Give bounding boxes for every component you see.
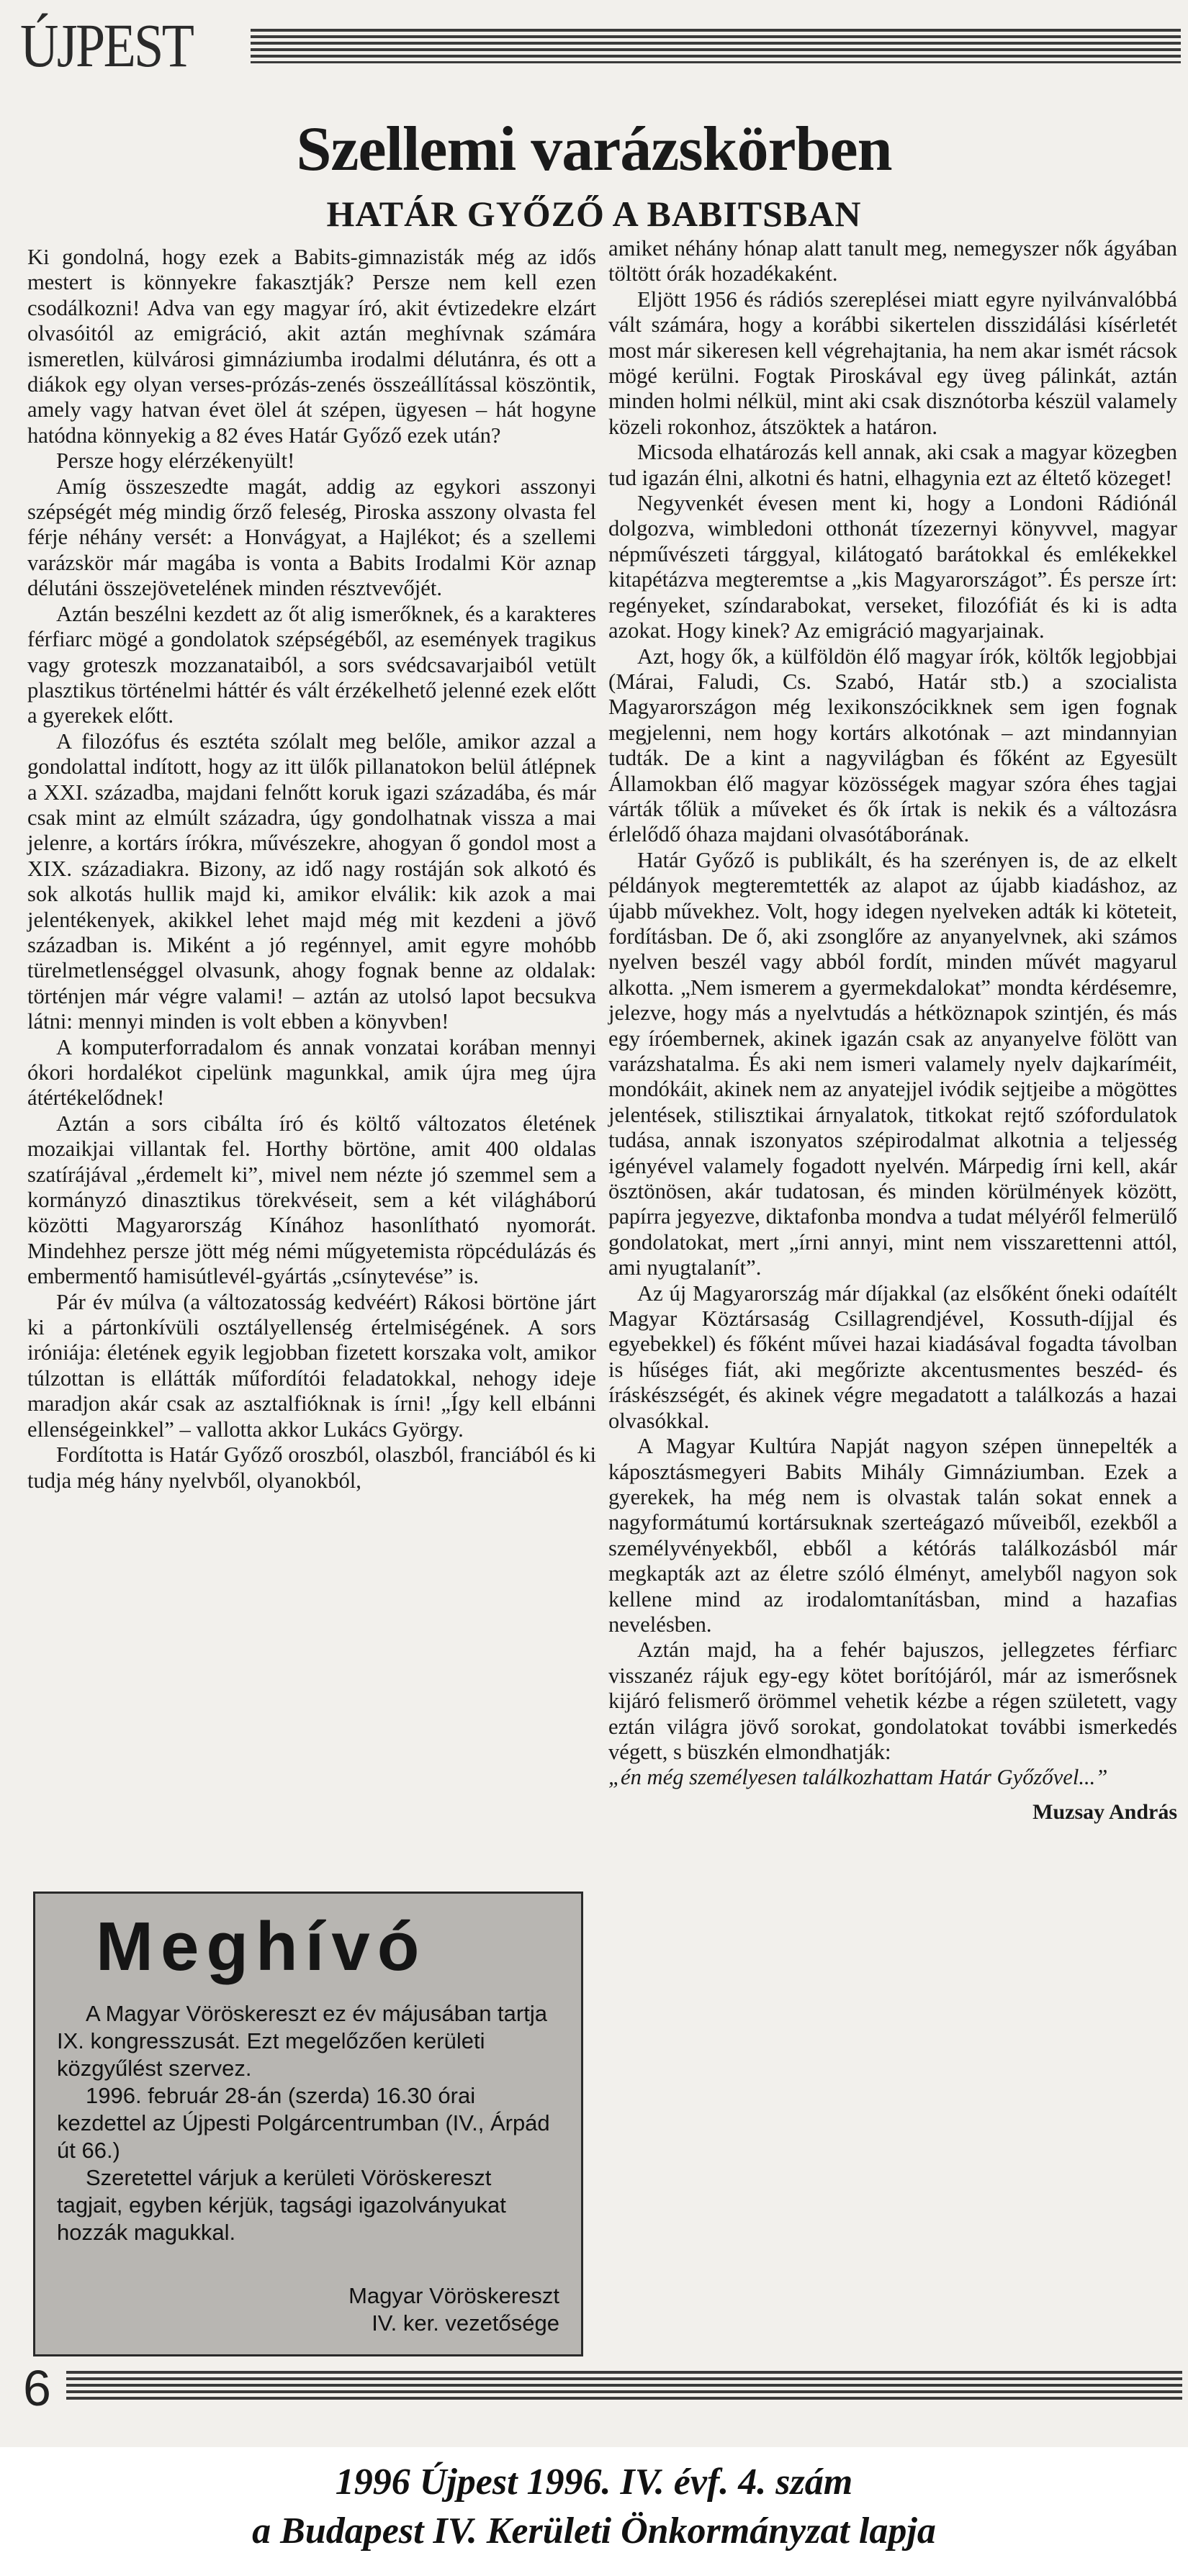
paragraph: Negyvenkét évesen ment ki, hogy a Londoni Rádiónál dolgozva, wimbledoni otthonát tízezernyi könyvvel, magyar népművészeti tárggyal, kilátogató barátokkal és emlékekkel kitapétázva megteremtse a „kis Magyarországot”. És persze írt: regényeket, színdarabokat, verseket, filozófiát és ki is adta azokat. Hogy kinek? Az emigráció magyarjainak. <box>608 491 1177 643</box>
article-subtitle: HATÁR GYŐZŐ A BABITSBAN <box>326 194 862 234</box>
paragraph: Amíg összeszedte magát, addig az egykori asszonyi szépségét még mindig őrző feleség, Piroska asszony olvasta fel férje néhány versét: a Honvágyat, a Hajlékot; és a szellemi varázskör már magába is vonta a Babits Irodalmi Kör aznap délutáni összejövetelének minden résztvevőjét. <box>27 474 596 601</box>
paragraph: Az új Magyarország már díjakkal (az elsőként őneki odaítélt Magyar Köztársaság Csillagrendjével, Kossuth-díjjal és egyebekkel) és főként művei hazai kiadásával fogadta távolban is hűséges fiát, aki megőrizte akcentusmentes beszéd- és íráskészségét, és akinek végre megadatott a találkozás a hazai olvasókkal. <box>608 1280 1177 1433</box>
invitation-signature-org: Magyar Vöröskereszt <box>348 2283 559 2308</box>
invitation-signature-unit: IV. ker. vezetősége <box>372 2310 559 2336</box>
paragraph: Eljött 1956 és rádiós szereplései miatt egyre nyilvánvalóbbá vált számára, hogy a korábbi sikertelen disszidálási kísérletét most már sikeresen kell végrehajtania, ha nem akar ismét rácsok mögé kerülni. Fogtak Piroskával egy üveg pálinkát, aztán minden holmi nélkül, mint aki csak disznótorba készül valamely közeli rokonhoz, átszöktek a határon. <box>608 286 1177 439</box>
footer-rule <box>66 2371 1182 2403</box>
invitation-box <box>33 1892 583 2356</box>
paragraph: A Magyar Kultúra Napját nagyon szépen ünnepelték a káposztásmegyeri Babits Mihály Gimnáziumban. Ezek a gyerekek, ha még nem is olvastak talán sokat ennek a nagyformátumú kortársuknak szerteágazó műveiből, ezekből a személyvényekből, ebből a kétórás találkozásból már megkapták azt az életre szóló élményt, amelyből nagyon sok kellene mind az irodalomtanításban, mind a hazafias nevelésben. <box>608 1434 1177 1637</box>
paragraph: Fordította is Határ Győző oroszból, olaszból, franciából és ki tudja még hány nyelvből, olyanokból, <box>27 1442 596 1493</box>
paragraph: Persze hogy elérzékenyült! <box>56 448 295 474</box>
masthead-rule <box>251 29 1181 63</box>
paragraph: Aztán beszélni kezdett az őt alig ismerőknek, és a karakteres férfiarc mögé a gondolatok szépségéből, az események tragikus vagy groteszk mozzanataiból, a sors svédcsavarjaiból vetült plasztikus történelmi háttér és vált érzékelhető jelenné ezek előtt a gyerekek előtt. <box>27 601 596 728</box>
paragraph: Micsoda elhatározás kell annak, aki csak a magyar közegben tud igazán élni, alkotni és hatni, elhagynia ezt az éltető közeget! <box>608 440 1177 490</box>
masthead-logo: ÚJPEST <box>20 11 193 80</box>
paragraph: amiket néhány hónap alatt tanult meg, nemegyszer nők ágyában töltött órák hozadékaként. <box>608 236 1177 286</box>
article-column-left <box>27 245 596 1493</box>
caption-line-2: a Budapest IV. Kerületi Önkormányzat lapja <box>252 2511 936 2552</box>
paragraph: A filozófus és esztéta szólalt meg belőle, amikor azzal a gondolattal indított, hogy az itt ülők pillanatokon belül átlépnek a XXI. századba, majdani felnőtt koruk igazi századába, és már csak mint az elmúlt századra, úgy gondolhatnak vissza a mai jelenre, a kortárs írókra, művészekre, ahogyan ő gondol most a XIX. századiakra. Bizony, az idő nagy rostáján sok alkotó és sok alkotás hullik majd ki, amikor elválik: kik azok a mai jelentékenyek, akikkel lehet majd még mit kezdeni a jövő században is. Miként a jó regénnyel, amit egyre mohóbb türelmetlenséggel olvasunk, ahogy fognak benne az oldalak: történjen már végre valami! – aztán az utolsó lapot becsukva látni: mennyi minden is volt ebben a könyvben! <box>27 728 596 1034</box>
article-column-right <box>608 236 1177 1825</box>
article-title: Szellemi varázskörben <box>296 114 892 184</box>
paragraph: Ki gondolná, hogy ezek a Babits-gimnazisták még az idős mestert is könnyekre fakasztják? Persze nem kell ezen csodálkozni! Adva van egy magyar író, akit évtizedekre elzárt olvasóitól az emigráció, akit aztán meghívnak számára ismeretlen, külvárosi gimnáziumba irodalmi délutánra, és ott a diákok egy olyan verses-prózás-zenés összeállítással köszöntik, amely vagy hatvan évet ölel át szépen, ügyesen – hát hogyne hatódna könnyekig a 82 éves Határ Győző ezek után? <box>27 245 596 448</box>
page-number: 6 <box>23 2360 51 2416</box>
paragraph: Aztán a sors cibálta író és költő változatos életének mozaikjai villantak fel. Horthy börtöne, amit 400 oldalas szatírájával „érdemelt ki”, mivel nem nézte jó szemmel sem a kormányzó dinasztikus törekvéseit, sem a két világháború közötti Magyarország Kínához hasonlítható nyomorát. Mindehhez persze jött még némi műgyetemista röpcédulázás és embermentő hamisútlevél-gyártás „csínytevése” is. <box>27 1111 596 1289</box>
paragraph: A komputerforradalom és annak vonzatai korában mennyi ókori hordalékot cipelünk magunkkal, amik újra meg újra átértékelődnek! <box>27 1034 596 1111</box>
caption-line-1: 1996 Újpest 1996. IV. évf. 4. szám <box>335 2462 853 2503</box>
paragraph: Pár év múlva (a változatosság kedvéért) Rákosi börtöne járt ki a pártonkívüli osztályellenség értelmiségének. A sors iróniája: életének egyik legjobban fizetett korszaka volt, amikor túlzottan is ellátták műfordítói feladatokkal, nehogy ideje maradjon akár csak az asztalfióknak is írni! „Így kell elbánni ellenségeinkkel” – vallotta akkor Lukács György. <box>27 1289 596 1442</box>
paragraph: Azt, hogy ők, a külföldön élő magyar írók, költők legjobbjai (Márai, Faludi, Cs. Szabó, Határ stb.) a szocialista Magyarországon még lexikonszócikknek sem igen fognak megjelenni, nem hogy kortárs alkotónak – azt mindannyian tudták. De a kint a nagyvilágban és főként az Egyesült Államokban élő magyar közösségek magyar szóra éhes tagjai várták tőlük a műveket és ők írtak is nekik és a változásra érlelődő óhaza majdani olvasótáborának. <box>608 643 1177 847</box>
invitation-text: 1996. február 28-án (szerda) 16.30 órai kezdettel az Újpesti Polgárcentrumban (IV., Árpád út 66.) <box>57 2083 550 2163</box>
invitation-text: A Magyar Vöröskereszt ez év májusában tartja IX. kongresszusát. Ezt megelőzően kerületi közgyűlést szervez. <box>57 2001 547 2081</box>
paragraph: Aztán majd, ha a fehér bajuszos, jellegzetes férfiarc visszanéz rájuk egy-egy kötet borítójáról, már az ismerősnek kijáró felismerő örömmel vehetik kézbe a régen született, vagy eztán világra jövő sorokat, gondolatokat további ismerkedés végett, s büszkén elmondhatják: <box>608 1637 1177 1764</box>
invitation-body <box>57 2000 561 2246</box>
closing-quote: „én még személyesen találkozhattam Határ Győzővel...” <box>608 1765 1108 1790</box>
invitation-signature <box>199 2282 559 2337</box>
masthead <box>20 13 1187 78</box>
paragraph: Határ Győző is publikált, és ha szerényen is, de az elkelt példányok megteremtették az alapot az újabb kiadáshoz, az újabb művekhez. Volt, hogy idegen nyelveken adták ki köteteit, fordításban. De ő, aki zsonglőre az anyanyelvnek, aki számos nyelven beszél vagy abból fordít, minden művét magyarul alkotta. „Nem ismerem a gyermekdalokat” mondta kérdésemre, jelezve, hogy más a nyelvtudás a hétköznapok szintjén, és más egy íróembernek, akinek igazán csak az anyanyelve fölött van varázshatalma. És aki nem ismeri valamely nyelv dajkaríméit, mondókáit, akinek nem az anyatejjel ivódik sejtjeibe a mögöttes jelentések, stilisztikai árnyalatok, titkokat rejtő szófordulatok tudása, annak iszonyatos szépirodalmat alkotnia a teljesség igényével valamely fogadott nyelvén. Márpedig írni kell, akár ösztönösen, akár tudatosan, és minden körülmények között, papírra jegyezve, diktafonba mondva a tudat mélyéről felmerülő gondolatokat, mert „írni annyi, mint nem visszarettenni attól, ami nyugtalanít”. <box>608 847 1177 1280</box>
author-signature: Muzsay András <box>1032 1799 1177 1824</box>
invitation-text: Szeretettel várjuk a kerületi Vöröskereszt tagjait, egyben kérjük, tagsági igazolványukat hozzák magukkal. <box>57 2165 506 2245</box>
invitation-title: Meghívó <box>96 1908 427 1985</box>
